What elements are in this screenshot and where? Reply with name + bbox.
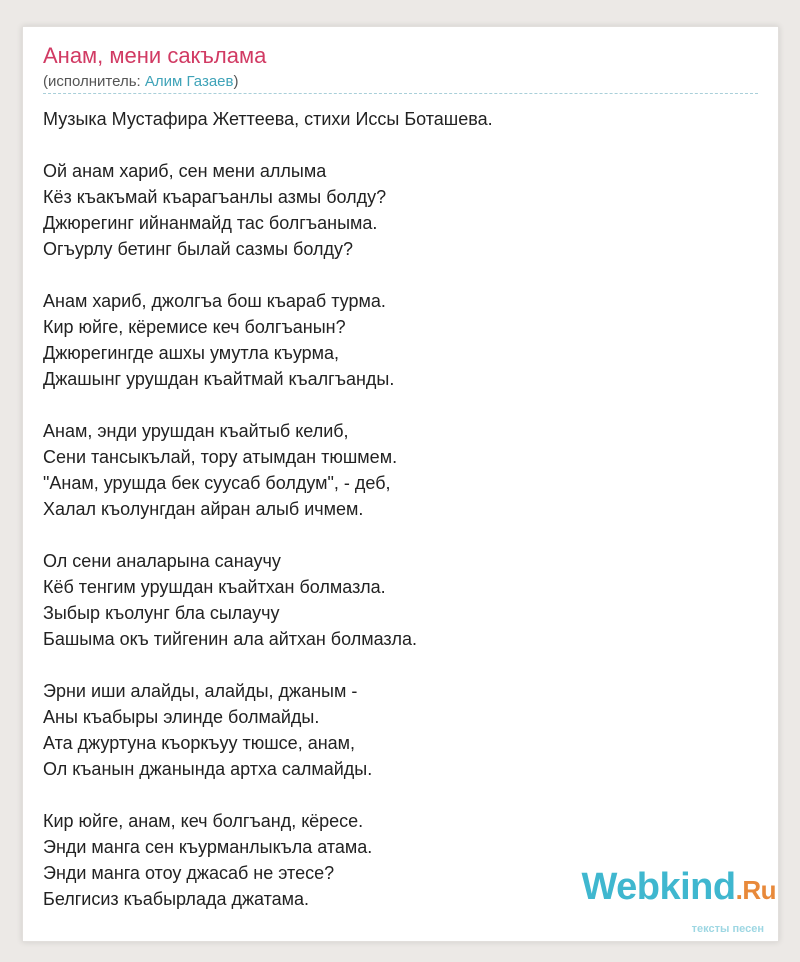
logo-tagline: тексты песен [691, 923, 764, 935]
lyric-line: Кир юйге, кёремисе кеч болгъанын? [43, 317, 346, 337]
stanza-2 [43, 288, 493, 392]
lyric-line: Кёз къакъмай къарагъанлы азмы болду? [43, 187, 387, 207]
lyric-line: Эрни иши алайды, алайды, джаным - [43, 681, 358, 701]
lyric-line: Белгисиз къабырлада джатама. [43, 889, 310, 909]
artist-suffix: ) [233, 73, 239, 90]
lyric-line: Джашынг урушдан къайтмай къалгъанды. [43, 369, 395, 389]
lyric-line: Ол сени аналарына санаучу [43, 551, 281, 571]
lyric-line: Ой анам хариб, сен мени аллыма [43, 161, 327, 181]
lyric-line: Кир юйге, анам, кеч болгъанд, кёресе. [43, 811, 364, 831]
lyric-line: Анам, энди урушдан къайтыб келиб, [43, 421, 349, 441]
page-title: Анам, мени сакълама [43, 43, 267, 68]
artist-line [43, 73, 238, 90]
lyric-line: Сени тансыкълай, тору атымдан тюшмем. [43, 447, 398, 467]
lyric-line: Ол къанын джанында артха салмайды. [43, 759, 373, 779]
lyric-line: Энди манга сен къурманлыкъла атама. [43, 837, 373, 857]
artist-link[interactable]: Алим Газаев [144, 73, 234, 90]
lyrics-card [22, 26, 779, 942]
lyric-line: "Анам, урушда бек суусаб болдум", - деб, [43, 473, 391, 493]
artist-prefix: (исполнитель: [43, 73, 145, 90]
lyric-line: Халал къолунгдан айран алыб ичмем. [43, 499, 364, 519]
stanza-1 [43, 158, 493, 262]
lyric-line: Анам хариб, джолгъа бош къараб турма. [43, 291, 386, 311]
credits-stanza [43, 106, 493, 132]
lyric-line: Энди манга отоу джасаб не этесе? [43, 863, 335, 883]
lyrics-body [43, 106, 493, 912]
stanza-6 [43, 808, 493, 912]
lyric-line: Зыбыр къолунг бла сылаучу [43, 603, 280, 623]
lyric-line: Ата джуртуна къоркъуу тюшсе, анам, [43, 733, 356, 753]
stanza-4 [43, 548, 493, 652]
credits-line: Музыка Мустафира Жеттеева, стихи Иссы Боташева. [43, 109, 493, 129]
divider [43, 93, 758, 94]
lyric-line: Башыма окъ тийгенин ала айтхан болмазла. [43, 629, 417, 649]
stanza-5 [43, 678, 493, 782]
lyric-line: Аны къабыры элинде болмайды. [43, 707, 320, 727]
lyric-line: Огъурлу бетинг былай сазмы болду? [43, 239, 353, 259]
logo-main-text: Webkind [581, 866, 736, 908]
lyric-line: Кёб тенгим урушдан къайтхан болмазла. [43, 577, 386, 597]
lyric-line: Джюрегингде ашхы умутла къурма, [43, 343, 340, 363]
stanza-3 [43, 418, 493, 522]
site-logo[interactable] [581, 868, 776, 909]
lyric-line: Джюрегинг ийнанмайд тас болгъаныма. [43, 213, 378, 233]
logo-tld: .Ru [735, 875, 776, 905]
logo-wordmark [581, 868, 776, 909]
